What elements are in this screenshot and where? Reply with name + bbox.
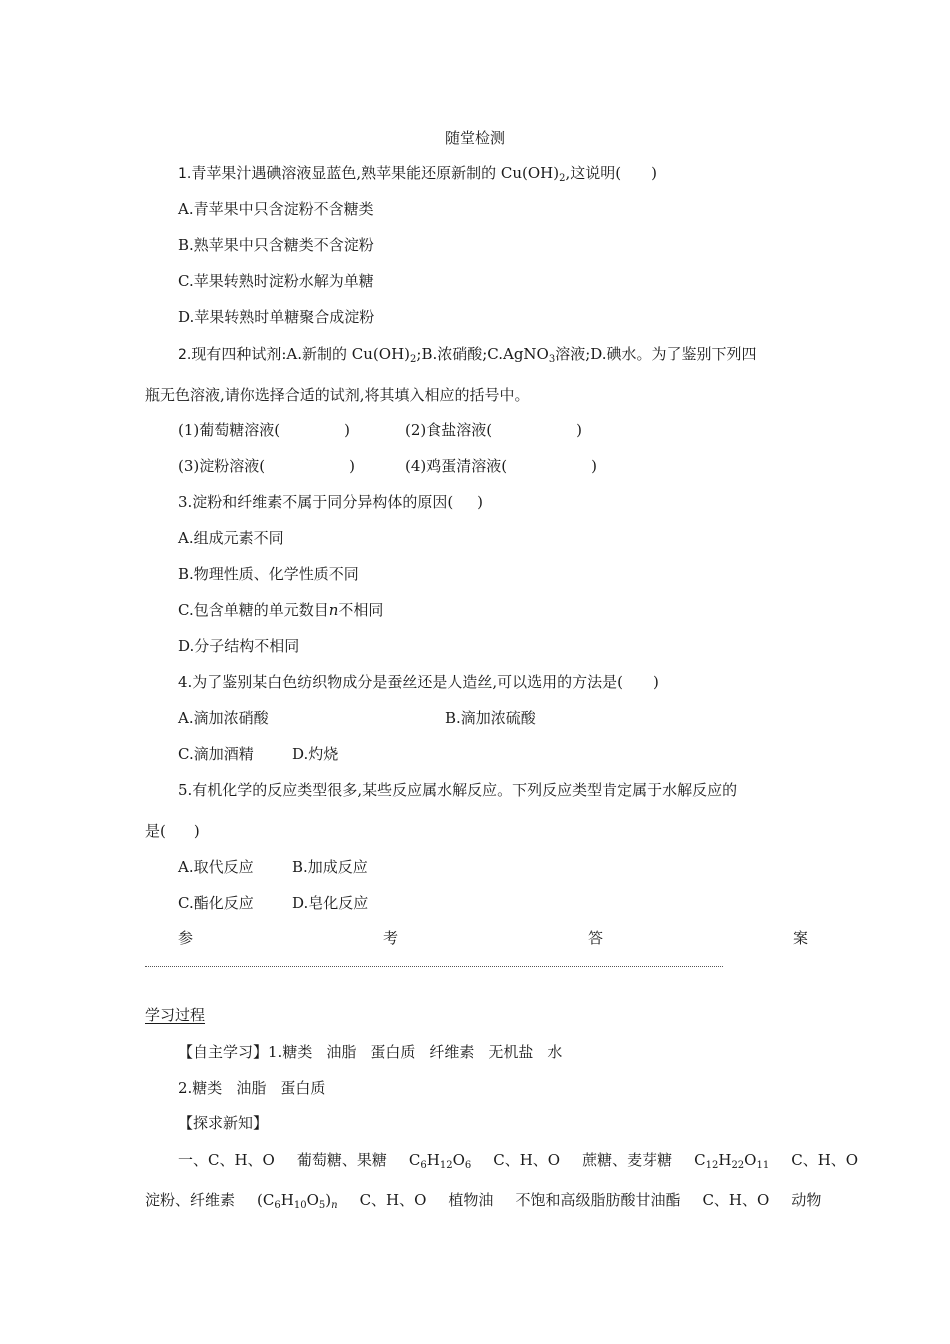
question-3-option-c: C.包含单糖的单元数目n不相同 bbox=[178, 601, 384, 619]
question-1-option-b: B.熟苹果中只含糖类不含淀粉 bbox=[178, 236, 374, 254]
section-heading: 学习过程 bbox=[145, 1006, 206, 1024]
self-study-line-2: 2.糖类 油脂 蛋白质 bbox=[178, 1079, 326, 1097]
question-4-option-c: C.滴加酒精 bbox=[178, 745, 254, 763]
question-5-stem: 5.有机化学的反应类型很多,某些反应属水解反应。下列反应类型肯定属于水解反应的 bbox=[178, 781, 738, 799]
question-5-stem-line2: 是( ) bbox=[145, 822, 200, 840]
question-5-option-a: A.取代反应 bbox=[178, 858, 254, 876]
question-2-item-4: (4)鸡蛋清溶液( ) bbox=[405, 457, 597, 475]
question-5-option-d: D.皂化反应 bbox=[292, 894, 369, 912]
question-4-option-a: A.滴加浓硝酸 bbox=[178, 709, 269, 727]
explore-line-1: 一、C、H、O 葡萄糖、果糖 $C_6H_{12}O_6$ C、H、O 蔗糖、麦芽糖 $C_{12}H_{22}O_{11}$ C、H、O bbox=[178, 1151, 859, 1171]
question-1-stem: 1.青苹果汁遇碘溶液显蓝色,熟苹果能还原新制的 $Cu(OH)_2$,这说明( ) bbox=[178, 164, 657, 184]
question-1-option-c: C.苹果转熟时淀粉水解为单糖 bbox=[178, 272, 374, 290]
question-2-stem: 2.现有四种试剂:A.新制的 $Cu(OH)_2;B$.浓硝酸;C.AgNO$_3$溶液;D.碘水。为了鉴别下列四 bbox=[178, 345, 757, 365]
question-3-option-d: D.分子结构不相同 bbox=[178, 637, 300, 655]
question-5-option-b: B.加成反应 bbox=[292, 858, 368, 876]
question-2-item-2: (2)食盐溶液( ) bbox=[405, 421, 582, 439]
answer-heading: 参 考 答 案 bbox=[178, 929, 808, 947]
question-1-option-d: D.苹果转熟时单糖聚合成淀粉 bbox=[178, 308, 375, 326]
question-5-option-c: C.酯化反应 bbox=[178, 894, 254, 912]
question-2-item-1: (1)葡萄糖溶液( ) bbox=[178, 421, 350, 439]
self-study-line-1: 【自主学习】1.糖类 油脂 蛋白质 纤维素 无机盐 水 bbox=[178, 1043, 563, 1061]
question-3-stem: 3.淀粉和纤维素不属于同分异构体的原因( ) bbox=[178, 493, 484, 511]
question-2-item-3: (3)淀粉溶液( ) bbox=[178, 457, 355, 475]
question-2-stem-line2: 瓶无色溶液,请你选择合适的试剂,将其填入相应的括号中。 bbox=[145, 386, 530, 404]
question-1-option-a: A.青苹果中只含淀粉不含糖类 bbox=[178, 200, 374, 218]
page-title: 随堂检测 bbox=[444, 129, 505, 147]
question-3-option-b: B.物理性质、化学性质不同 bbox=[178, 565, 359, 583]
question-4-stem: 4.为了鉴别某白色纺织物成分是蚕丝还是人造丝,可以选用的方法是( ) bbox=[178, 673, 659, 691]
question-3-option-a: A.组成元素不同 bbox=[178, 529, 284, 547]
question-4-option-b: B.滴加浓硫酸 bbox=[445, 709, 536, 727]
question-4-option-d: D.灼烧 bbox=[292, 745, 339, 763]
explore-label: 【探求新知】 bbox=[178, 1114, 269, 1132]
explore-line-2: 淀粉、纤维素 $(C_6H_{10}O_5)_n$ C、H、O 植物油 不饱和高级脂肪酸甘油酯 C、H、O 动物 bbox=[145, 1191, 822, 1211]
dotted-divider bbox=[145, 966, 723, 967]
